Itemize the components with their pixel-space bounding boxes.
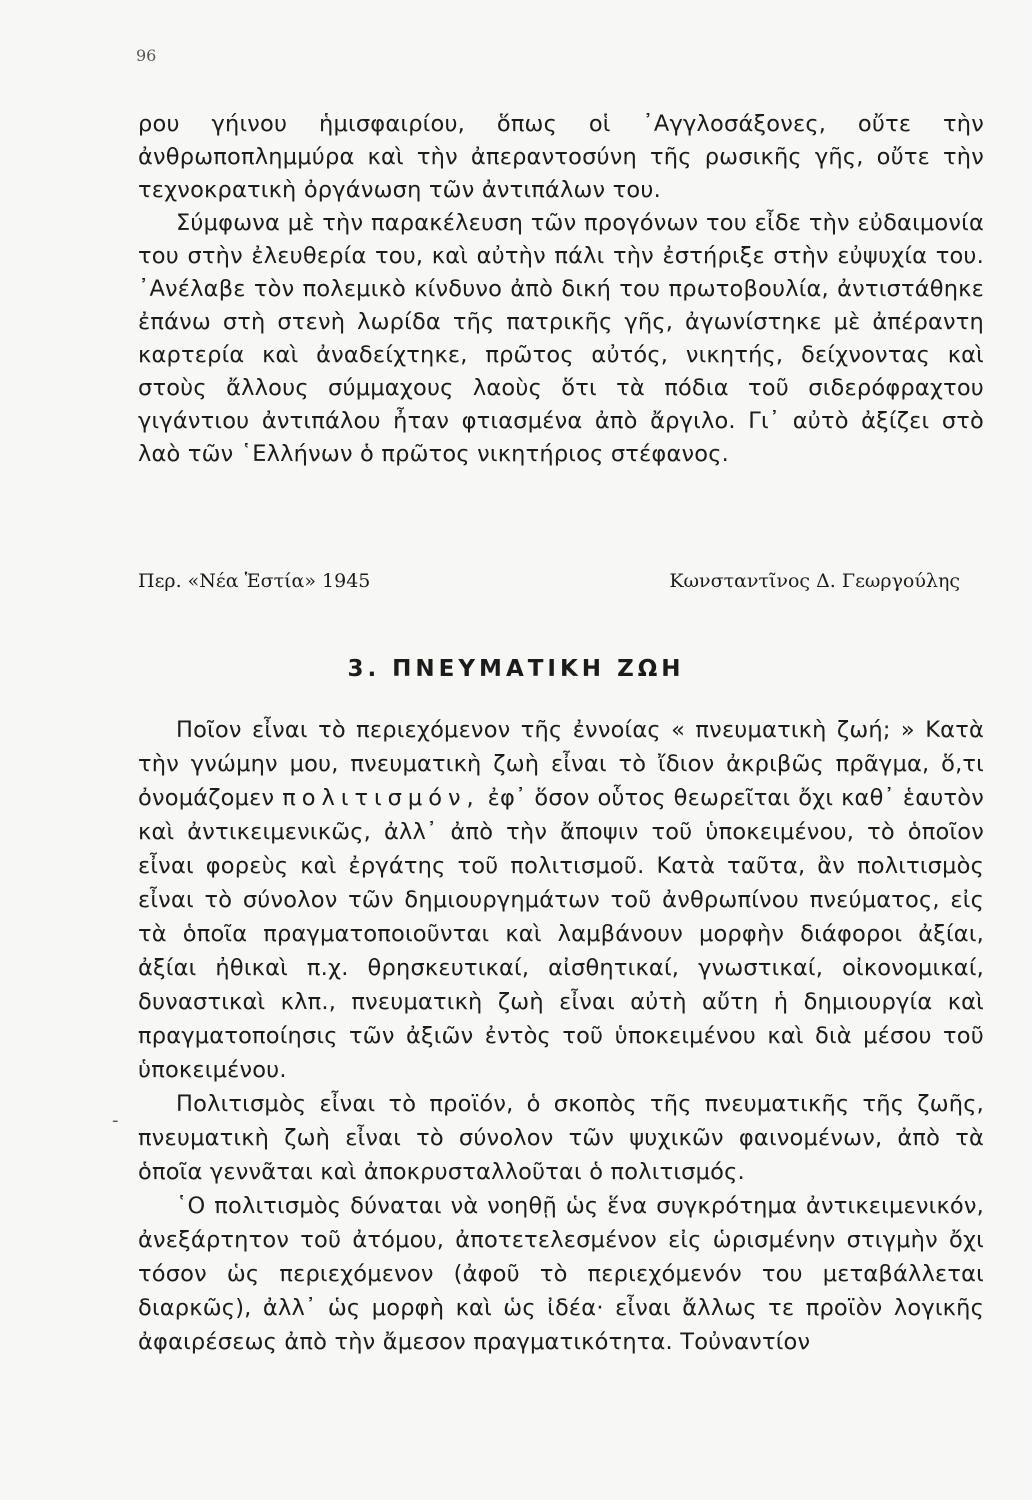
emphasized-word: πολιτισμόν,: [282, 785, 480, 811]
paragraph-text: Ποῖον εἶναι τὸ περιεχόμενον τῆς ἐννοίας « πνευματικὴ ζωή; » Κατὰ τὴν γνώμην μου, πνευματικὴ ζωὴ εἶναι τὸ ἴδιον ἀκριβῶς πρᾶγμα, ὅ,τι ὀνομάζομεν: [138, 717, 984, 811]
section-2-text: [138, 713, 984, 1359]
citation: [138, 570, 960, 592]
paragraph-text: ἐφ᾿ ὅσον οὗτος θεωρεῖται ὄχι καθ᾿ ἑαυτὸν καὶ ἀντικειμενικῶς, ἀλλ᾿ ἀπὸ τὴν ἄποψιν τοῦ ὑποκειμένου, τὸ ὁποῖον εἶναι φορεὺς καὶ ἐργάτης τοῦ πολιτισμοῦ. Κατὰ ταῦτα, ἂν πολιτισμὸς εἶναι τὸ σύνολον τῶν δημιουργημάτων τοῦ ἀνθρωπίνου πνεύματος, εἰς τὰ ὁποῖα πραγματοποιοῦνται καὶ λαμβάνουν μορφὴν διάφοροι ἀξίαι, ἀξίαι ἠθικαὶ π.χ. θρησκευτικαί, αἰσθητικαί, γνωστικαί, οἰκονομικαί, δυναστικαὶ κλπ., πνευματικὴ ζωὴ εἶναι αὐτὴ αὔτη ἡ δημιουργία καὶ πραγματοποίησις τῶν ἀξιῶν ἐντὸς τοῦ ὑποκειμένου καὶ διὰ μέσου τοῦ ὑποκειμένου.: [138, 785, 984, 1083]
page-number: 96: [136, 46, 157, 65]
paragraph: ρου γήινου ἡμισφαιρίου, ὅπως οἱ ᾿Αγγλοσάξονες, οὔτε τὴν ἀνθρωποπλημμύρα καὶ τὴν ἀπεραντοσύνη τῆς ρωσικῆς γῆς, οὔτε τὴν τεχνοκρατικὴ ὀργάνωση τῶν ἀντιπάλων του.: [138, 111, 984, 203]
margin-mark: -: [112, 1110, 119, 1131]
citation-author: Κωνσταντῖνος Δ. Γεωργούλης: [669, 570, 960, 592]
paragraph: Σύμφωνα μὲ τὴν παρακέλευση τῶν προγόνων του εἶδε τὴν εὐδαιμονία του στὴν ἐλευθερία του, καὶ αὐτὴν πάλι τὴν ἐστήριξε στὴν εὐψυχία του. ᾿Ανέλαβε τὸν πολεμικὸ κίνδυνο ἀπὸ δική του πρωτοβουλία, ἀντιστάθηκε ἐπάνω στὴ στενὴ λωρίδα τῆς πατρικῆς γῆς, ἀγωνίστηκε μὲ ἀπέραντη καρτερία καὶ ἀναδείχτηκε, πρῶτος αὐτός, νικητής, δείχνοντας καὶ στοὺς ἄλλους σύμμαχους λαοὺς ὅτι τὰ πόδια τοῦ σιδερόφραχτου γιγάντιου ἀντιπάλου ἦταν φτιασμένα ἀπὸ ἄργιλο. Γι᾿ αὐτὸ ἀξίζει στὸ λαὸ τῶν ῾Ελλήνων ὁ πρῶτος νικητήριος στέφανος.: [138, 210, 984, 467]
citation-source: Περ. «Νέα Ἑστία» 1945: [138, 570, 371, 592]
paragraph: ῾Ο πολιτισμὸς δύναται νὰ νοηθῇ ὡς ἕνα συγκρότημα ἀντικειμενικόν, ἀνεξάρτητον τοῦ ἀτόμου, ἀποτετελεσμένον εἰς ὡρισμένην στιγμὴν ὄχι τόσον ὡς περιεχόμενον (ἀφοῦ τὸ περιεχόμενόν του μεταβάλλεται διαρκῶς), ἀλλ᾿ ὡς μορφὴ καὶ ὡς ἰδέα· εἶναι ἄλλως τε προϊὸν λογικῆς ἀφαιρέσεως ἀπὸ τὴν ἄμεσον πραγματικότητα. Τοὐναντίον: [138, 1193, 984, 1355]
section-title: 3. ΠΝΕΥΜΑΤΙΚΗ ΖΩΗ: [347, 656, 685, 682]
paragraph: [138, 713, 984, 1087]
section-1-text: [138, 108, 984, 471]
paragraph: Πολιτισμὸς εἶναι τὸ προϊόν, ὁ σκοπὸς τῆς πνευματικῆς τῆς ζωῆς, πνευματικὴ ζωὴ εἶναι τὸ σύνολον τῶν ψυχικῶν φαινομένων, ἀπὸ τὰ ὁποῖα γεννᾶται καὶ ἀποκρυσταλλοῦται ὁ πολιτισμός.: [138, 1091, 984, 1185]
